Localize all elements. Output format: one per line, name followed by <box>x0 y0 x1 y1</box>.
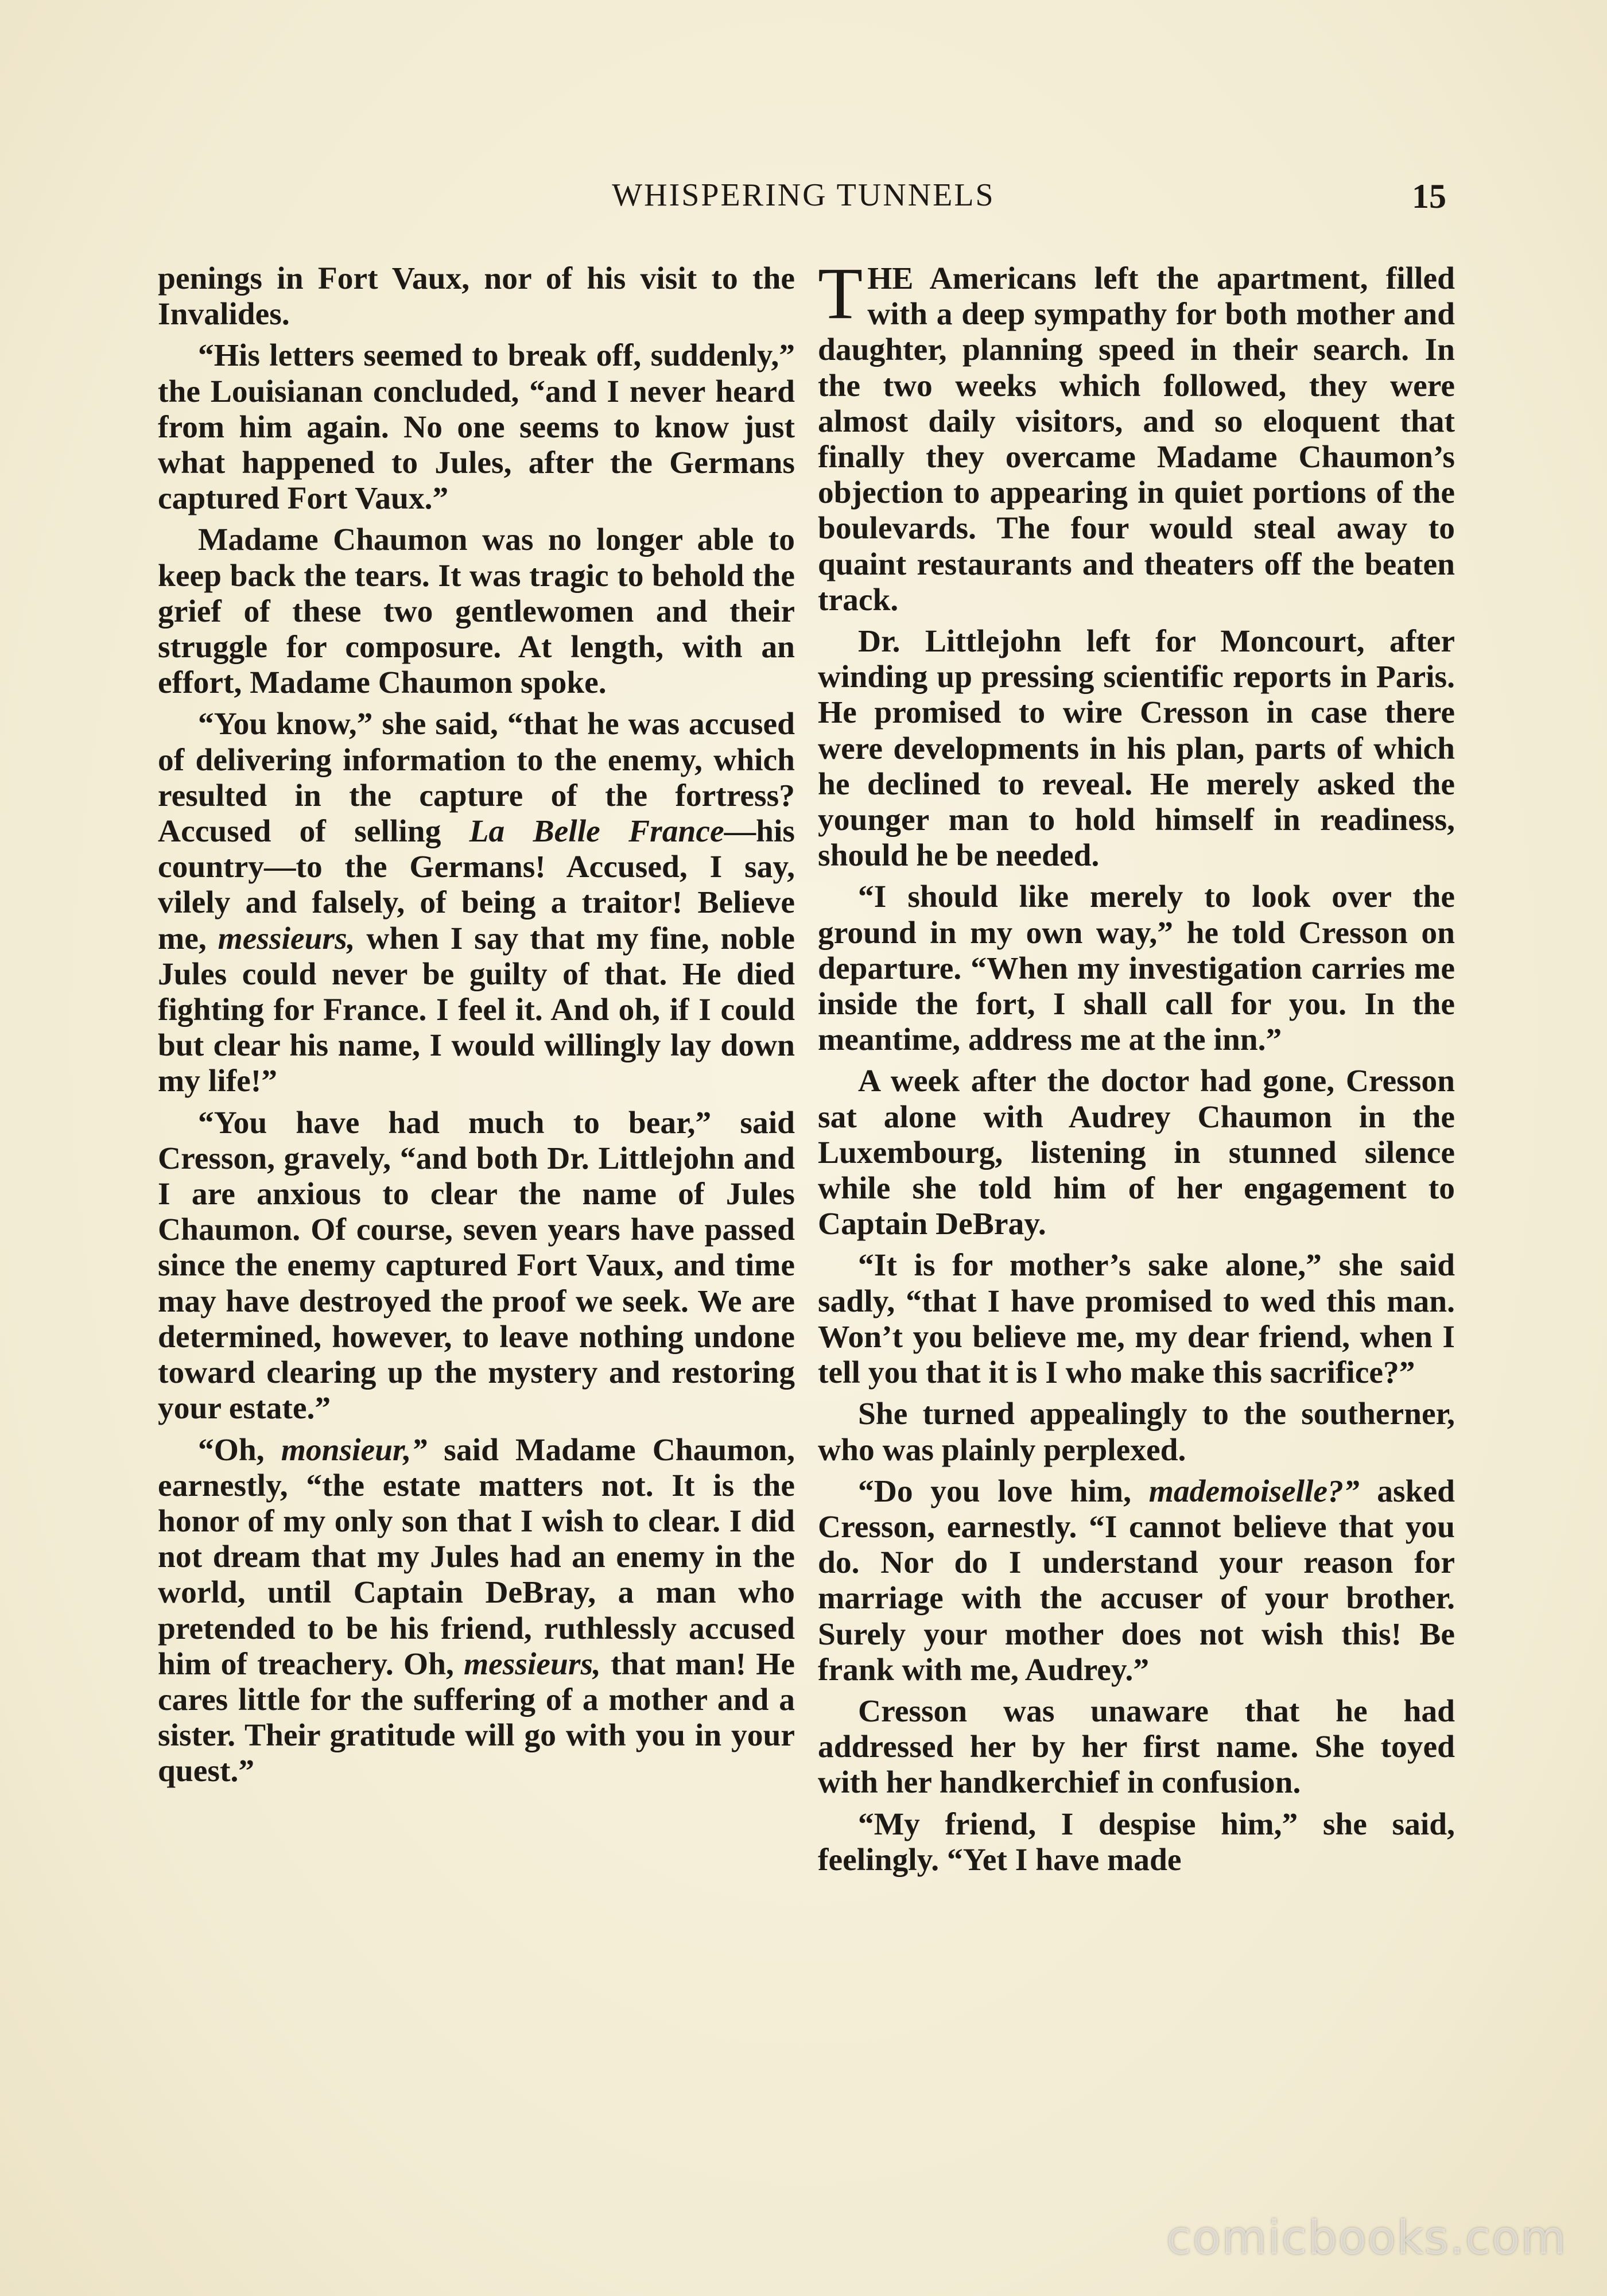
paragraph: “His letters seemed to break off, suddenly,” the Louisianan concluded, “and I never heard from him again. No one seems to know just what happened to Jules, after the Germans captured Fort Vaux.” <box>158 338 795 517</box>
paragraph: “It is for mother’s sake alone,” she said sadly, “that I have promised to wed this man. Won’t you believe me, my dear friend, when I tell you that it is I who make this sacrifice?” <box>818 1248 1455 1391</box>
text-run: said Madame Chaumon, earnestly, “the estate matters not. It is the honor of my only son that I wish to clear. I did not dream that my Jules had an enemy in the world, until Captain DeBray, a man who pretended to be his friend, ruthlessly accused him of treachery. Oh, <box>158 1432 795 1682</box>
paragraph <box>158 1433 795 1790</box>
paragraph: A week after the doctor had gone, Cresson sat alone with Audrey Chaumon in the Luxembourg, listening in stunned silence while she told him of her engagement to Captain DeBray. <box>818 1064 1455 1242</box>
text-run: “Do you love him, <box>858 1473 1149 1509</box>
text-run: “Oh, <box>198 1432 281 1468</box>
text-run: that man! He cares little for the suffering of a mother and a sister. Their gratitude will go with you in your quest.” <box>158 1646 795 1789</box>
text-run: HE Americans left the apartment, filled with a deep sympathy for both mother and daughter, planning speed in their search. In the two weeks which followed, they were almost daily visitors, and so eloquent that finally they overcame Madame Chaumon’s objection to appearing in quiet portions of the boulevards. The four would steal away to quaint restaurants and theaters off the beaten track. <box>818 261 1455 618</box>
watermark: comicbooks.com <box>1166 2211 1567 2264</box>
page-header <box>161 177 1446 223</box>
paragraph: “I should like merely to look over the ground in my own way,” he told Cresson on departure. “When my investigation carries me inside the fort, I shall call for you. In the meantime, address me at the inn.” <box>818 879 1455 1058</box>
italic-text: messieurs, <box>463 1646 601 1682</box>
right-column <box>818 253 1455 1884</box>
italic-text: monsieur,” <box>281 1432 428 1468</box>
paragraph: She turned appealingly to the southerner, who was plainly perplexed. <box>818 1397 1455 1468</box>
text-run: “You know,” she said, “that he was accused of delivering information to the enemy, which resulted in the capture of the fortress? Accused of selling <box>158 707 795 850</box>
paragraph <box>818 253 1455 618</box>
text-run: asked Cresson, earnestly. “I cannot believe that you do. Nor do I understand your reason for marriage with the accuser of your brother. Surely your mother does not wish this! Be frank with me, Audrey.” <box>818 1473 1455 1688</box>
drop-cap: T <box>818 253 863 334</box>
text-run: when I say that my fine, noble Jules could never be guilty of that. He died fighting for France. I feel it. And oh, if I could but clear his name, I would willingly lay down my life!” <box>158 921 795 1099</box>
paragraph <box>158 707 795 1099</box>
paragraph: “My friend, I despise him,” she said, feelingly. “Yet I have made <box>818 1806 1455 1878</box>
italic-text: La Belle France <box>469 814 724 850</box>
italic-text: messieurs, <box>218 921 355 956</box>
italic-text: mademoiselle?” <box>1148 1473 1360 1509</box>
paragraph: “You have had much to bear,” said Cresson, gravely, “and both Dr. Littlejohn and I are anxious to clear the name of Jules Chaumon. Of course, seven years have passed since the enemy captured Fort Vaux, and time may have destroyed the proof we seek. We are determined, however, to leave nothing undone toward clearing up the mystery and restoring your estate.” <box>158 1105 795 1426</box>
text-run: —his country—to the Germans! Accused, I say, vilely and falsely, of being a traitor! Believe me, <box>158 814 795 956</box>
running-head: WHISPERING TUNNELS <box>612 177 995 213</box>
paragraph <box>818 1474 1455 1688</box>
page-number: 15 <box>1412 177 1446 215</box>
paragraph: Madame Chaumon was no longer able to keep back the tears. It was tragic to behold the grief of these two gentlewomen and their struggle for composure. At length, with an effort, Madame Chaumon spoke. <box>158 522 795 701</box>
paragraph: Dr. Littlejohn left for Moncourt, after winding up pressing scientific reports in Paris. He promised to wire Cresson in case there were developments in his plan, parts of which he declined to reveal. He merely asked the younger man to hold himself in readiness, should he be needed. <box>818 624 1455 874</box>
left-column <box>158 261 795 1795</box>
paragraph: penings in Fort Vaux, nor of his visit to the Invalides. <box>158 261 795 332</box>
paragraph: Cresson was unaware that he had addressed her by her first name. She toyed with her handkerchief in confusion. <box>818 1693 1455 1801</box>
